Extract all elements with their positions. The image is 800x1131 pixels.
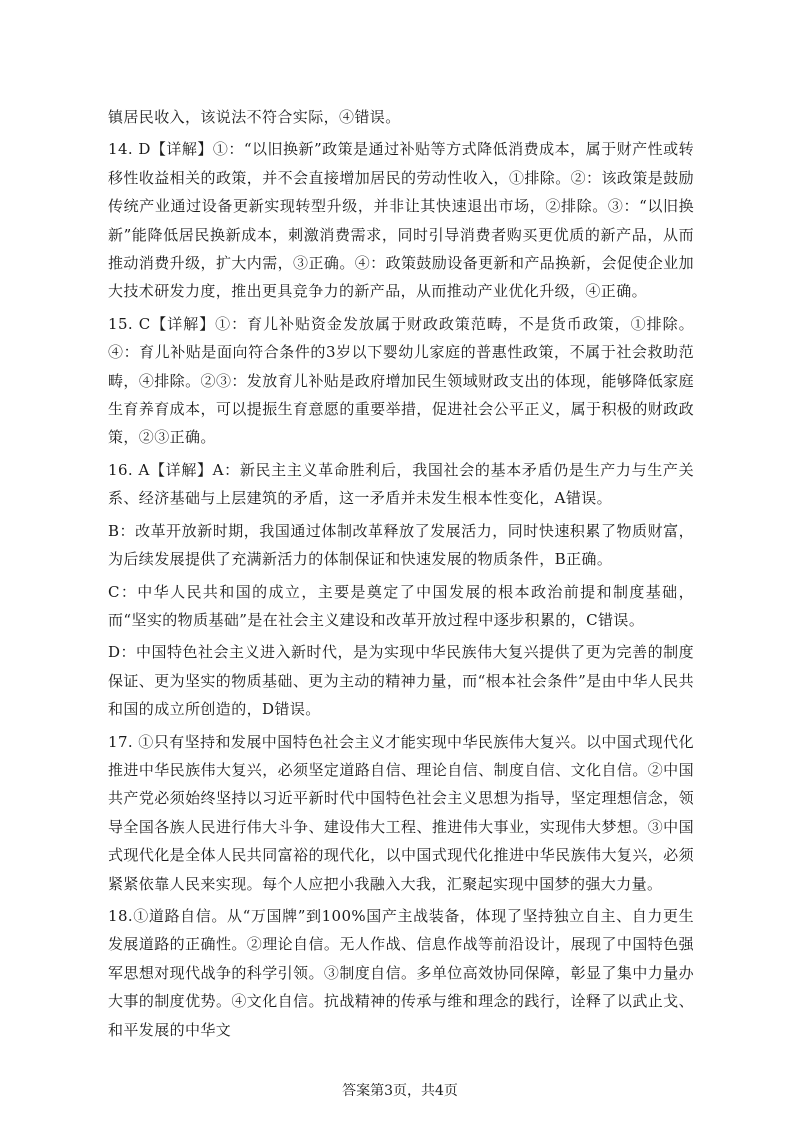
answer-14: 14. D【详解】①：“以旧换新”政策是通过补贴等方式降低消费成本，属于财产性或转移性收益相关的政策，并不会直接增加居民的劳动性收入，①排除。②：该政策是鼓励传统产业通过设备更新实现转型升级，并非让其快速退出市场，②排除。③：“以旧换新”能降低居民换新成本，刺激消费需求，同时引导消费者购买更优质的新产品，从而推动消费升级，扩大内需，③正确。④：政策鼓励设备更新和产品换新，会促使企业加大技术研发力度，推出更具竞争力的新产品，从而推动产业优化升级，④正确。	[108, 140, 694, 301]
page-footer: 答案第3页，共4页	[342, 1083, 458, 1099]
answer-content	[108, 103, 694, 1048]
answer-16-b: B：改革开放新时期，我国通过体制改革释放了发展活力，同时快速积累了物质财富，为后续发展提供了充满新活力的体制保证和快速发展的物质条件，B正确。	[108, 521, 694, 569]
paragraph-continuation: 镇居民收入，该说法不符合实际，④错误。	[108, 108, 401, 126]
answer-16-c: C：中华人民共和国的成立，主要是奠定了中国发展的根本政治前提和制度基础，而“坚实的物质基础”是在社会主义建设和改革开放过程中逐步积累的，C错误。	[108, 582, 694, 629]
answer-15: 15. C【详解】①：育儿补贴资金发放属于财政政策范畴，不是货币政策，①排除。④：育儿补贴是面向符合条件的3岁以下婴幼儿家庭的普惠性政策，不属于社会救助范畴，④排除。②③：发放育儿补贴是政府增加民生领域财政支出的体现，能够降低家庭生育养育成本，可以提振生育意愿的重要举措，促进社会公平正义，属于积极的财政政策，②③正确。	[108, 314, 694, 447]
answer-17: 17. ①只有坚持和发展中国特色社会主义才能实现中华民族伟大复兴。以中国式现代化推进中华民族伟大复兴，必须坚定道路自信、理论自信、制度自信、文化自信。②中国共产党必须始终坚持以习近平新时代中国特色社会主义思想为指导，坚定理想信念，领导全国各族人民进行伟大斗争、建设伟大工程、推进伟大事业，实现伟大梦想。③中国式现代化是全体人民共同富裕的现代化，以中国式现代化推进中华民族伟大复兴，必须紧紧依靠人民来实现。每个人应把小我融入大我，汇聚起实现中国梦的强大力量。	[108, 732, 694, 893]
answer-18: 18.①道路自信。从“万国牌”到100%国产主战装备，体现了坚持独立自主、自力更生发展道路的正确性。②理论自信。无人作战、信息作战等前沿设计，展现了中国特色强军思想对现代战争的科学引领。③制度自信。多单位高效协同保障，彰显了集中力量办大事的制度优势。④文化自信。抗战精神的传承与维和理念的践行，诠释了以武止戈、和平发展的中华文	[108, 906, 694, 1039]
answer-16-d: D：中国特色社会主义进入新时代，是为实现中华民族伟大复兴提供了更为完善的制度保证、更为坚实的物质基础、更为主动的精神力量，而“根本社会条件”是由中华人民共和国的成立所创造的，D错误。	[108, 643, 694, 719]
answer-16-a: 16. A【详解】A：新民主主义革命胜利后，我国社会的基本矛盾仍是生产力与生产关系、经济基础与上层建筑的矛盾，这一矛盾并未发生根本性变化，A错误。	[108, 460, 694, 508]
